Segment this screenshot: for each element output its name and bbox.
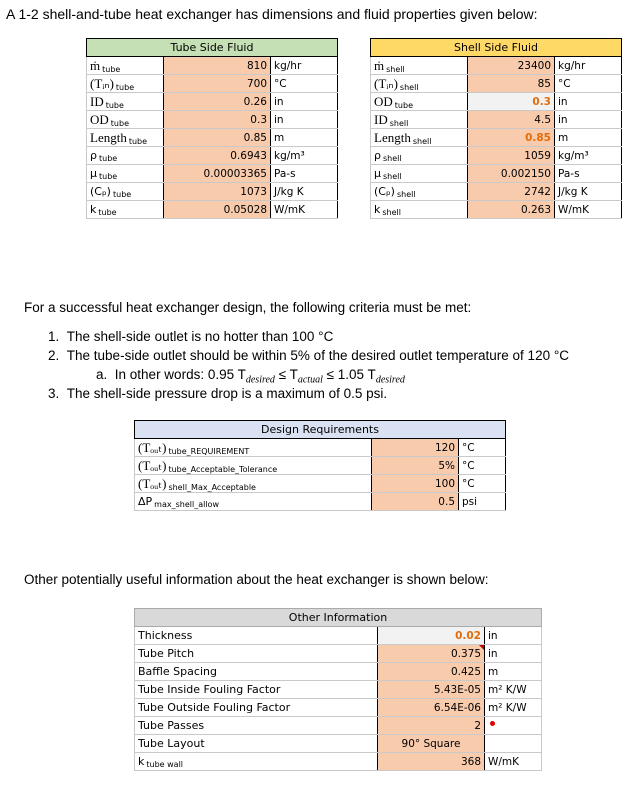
shell-value[interactable]: 1059 [468,147,555,165]
other-row [135,735,542,753]
tube-symbol [87,147,164,165]
tube-symbol-main: Length [90,129,127,145]
design-unit: °C [459,439,506,457]
design-row [135,493,506,511]
shell-symbol-sub: tube [394,100,413,110]
tube-row [87,147,338,165]
shell-symbol [371,93,468,111]
tube-symbol [87,165,164,183]
other-label [135,627,378,645]
criterion-1-text: The shell-side outlet is no hotter than 100 °C [66,329,334,344]
criterion-1 [48,329,333,344]
shell-row [371,111,622,129]
tube-row [87,183,338,201]
design-symbol [135,439,372,457]
other-label [135,681,378,699]
comment-indicator-icon[interactable] [479,645,484,650]
shell-symbol [371,201,468,219]
tube-symbol-main: OD [90,111,109,127]
shell-symbol-main: Length [374,129,411,145]
other-row [135,699,542,717]
other-unit-text: in [488,647,498,660]
design-value[interactable]: 5% [372,457,459,475]
shell-unit: kg/hr [555,57,622,75]
design-unit: °C [459,475,506,493]
criterion-2a [96,367,405,386]
design-unit: °C [459,457,506,475]
shell-symbol-sub: shell [386,64,405,74]
tube-value[interactable]: 810 [164,57,271,75]
shell-symbol [371,111,468,129]
tube-symbol-sub: tube [128,136,148,146]
other-value[interactable]: 5.43E-05 [378,681,485,699]
shell-value[interactable]: 2742 [468,183,555,201]
other-value[interactable]: 2 [378,717,485,735]
other-unit-text: m [488,665,499,678]
tube-symbol [87,75,164,93]
tube-symbol-sub: tube [115,82,135,92]
shell-symbol-main: ρ [374,148,381,162]
design-symbol-sub: shell_Max_Acceptable [168,482,256,492]
criterion-2a-mid2: ≤ 1.05 T [322,367,376,382]
tube-symbol-sub: tube [98,153,118,163]
other-unit [485,663,542,681]
tube-symbol-main: μ [90,166,97,180]
shell-value[interactable]: 4.5 [468,111,555,129]
design-symbol-main: ΔP [138,494,153,508]
other-label-text: Tube Outside Fouling Factor [138,701,291,714]
tube-value[interactable]: 0.85 [164,129,271,147]
criterion-1-num: 1. [48,329,60,344]
shell-symbol-sub: shell [382,153,402,163]
other-row [135,753,542,771]
other-unit [485,735,542,753]
tube-unit: W/mK [271,201,338,219]
tube-row [87,129,338,147]
shell-symbol-sub: shell [399,82,419,92]
tube-unit: °C [271,75,338,93]
shell-symbol [371,129,468,147]
tube-unit: kg/hr [271,57,338,75]
other-label [135,699,378,717]
shell-row [371,183,622,201]
design-symbol-sub: max_shell_allow [154,499,219,509]
shell-row [371,147,622,165]
comment-dot-icon[interactable] [490,721,495,726]
tube-symbol-sub: tube [98,207,117,217]
other-unit [485,717,542,735]
tube-value[interactable]: 1073 [164,183,271,201]
design-symbol-main: (Tₒᵤₜ) [138,457,167,473]
shell-value[interactable]: 0.002150 [468,165,555,183]
other-unit-text: in [488,629,498,642]
shell-symbol-sub: shell [389,118,409,128]
other-row [135,663,542,681]
shell-value[interactable]: 0.3 [468,93,555,111]
other-label-text: Tube Layout [138,737,205,750]
other-unit [485,627,542,645]
tube-row [87,201,338,219]
shell-side-table [370,38,622,219]
other-row [135,645,542,663]
tube-unit: in [271,111,338,129]
tube-symbol [87,111,164,129]
design-table-header: Design Requirements [135,421,506,439]
tube-symbol-sub: tube [105,100,124,110]
other-unit [485,753,542,771]
other-row [135,717,542,735]
other-unit-text: m² K/W [488,683,527,696]
criterion-2a-sub1: desired [245,374,275,386]
design-value[interactable]: 0.5 [372,493,459,511]
other-value[interactable]: 0.425 [378,663,485,681]
tube-symbol-main: k [90,202,97,216]
other-unit [485,681,542,699]
tube-symbol-main: ρ [90,148,97,162]
shell-symbol [371,75,468,93]
other-label-text: Tube Inside Fouling Factor [138,683,281,696]
tube-symbol-sub: tube [110,118,129,128]
tube-table-header: Tube Side Fluid [87,39,338,57]
design-row [135,475,506,493]
shell-row [371,129,622,147]
tube-row [87,93,338,111]
tube-symbol-main: ID [90,93,104,109]
tube-value[interactable]: 0.6943 [164,147,271,165]
other-unit-text: m² K/W [488,701,527,714]
other-label [135,645,378,663]
shell-symbol-main: ID [374,111,388,127]
shell-unit: J/kg K [555,183,622,201]
criterion-2a-sub3: desired [375,374,405,386]
shell-table-header: Shell Side Fluid [371,39,622,57]
criterion-3-text: The shell-side pressure drop is a maximum of 0.5 psi. [66,386,388,401]
other-label [135,735,378,753]
design-symbol [135,475,372,493]
shell-row [371,93,622,111]
tube-unit: in [271,93,338,111]
shell-symbol-sub: shell [396,189,416,199]
criterion-3 [48,386,387,401]
tube-row [87,57,338,75]
tube-symbol-sub: tube [102,64,121,74]
other-label-text: Tube Pitch [138,647,195,660]
tube-value[interactable]: 700 [164,75,271,93]
design-symbol-sub: tube_Acceptable_Tolerance [168,464,278,474]
shell-symbol-main: (Cₚ) [374,184,395,198]
criterion-2a-sub2: actual [297,374,323,386]
tube-value[interactable]: 0.26 [164,93,271,111]
other-label [135,717,378,735]
tube-value[interactable]: 0.00003365 [164,165,271,183]
tube-symbol [87,129,164,147]
design-symbol [135,493,372,511]
shell-symbol [371,165,468,183]
tube-unit: m [271,129,338,147]
shell-unit: °C [555,75,622,93]
shell-row [371,165,622,183]
criterion-3-num: 3. [48,386,60,401]
tube-symbol [87,57,164,75]
shell-unit: m [555,129,622,147]
design-row [135,457,506,475]
shell-unit: in [555,93,622,111]
shell-unit: W/mK [555,201,622,219]
tube-unit: Pa-s [271,165,338,183]
tube-symbol-sub: tube [112,189,132,199]
tube-symbol-main: (Tᵢₙ) [90,75,114,91]
design-symbol-sub: tube_REQUIREMENT [168,446,250,456]
shell-value[interactable]: 0.263 [468,201,555,219]
other-label [135,663,378,681]
criterion-2 [48,348,569,363]
design-requirements-table [134,420,506,511]
tube-symbol [87,93,164,111]
criterion-2-num: 2. [48,348,60,363]
shell-symbol-main: OD [374,93,393,109]
tube-value[interactable]: 0.05028 [164,201,271,219]
other-unit [485,645,542,663]
other-label-text: Tube Passes [138,719,205,732]
other-table-header: Other Information [135,609,542,627]
design-symbol [135,457,372,475]
design-row [135,439,506,457]
other-label [135,753,378,771]
shell-value[interactable]: 23400 [468,57,555,75]
tube-row [87,111,338,129]
shell-unit: kg/m³ [555,147,622,165]
other-label-text: Baffle Spacing [138,665,217,678]
other-label-text: k [138,754,145,768]
shell-symbol-main: ṁ [374,57,385,73]
shell-symbol-main: (Tᵢₙ) [374,75,398,91]
tube-unit: kg/m³ [271,147,338,165]
shell-symbol-main: μ [374,166,381,180]
other-label-sub: tube wall [146,759,184,769]
tube-unit: J/kg K [271,183,338,201]
shell-value[interactable]: 0.85 [468,129,555,147]
tube-row [87,75,338,93]
other-label-text: Thickness [138,629,193,642]
shell-row [371,75,622,93]
other-information-table [134,608,542,771]
design-value[interactable]: 100 [372,475,459,493]
tube-side-table [86,38,338,219]
shell-symbol [371,57,468,75]
other-value[interactable]: 368 [378,753,485,771]
shell-symbol [371,183,468,201]
other-unit-text: W/mK [488,755,520,768]
criterion-2-text: The tube-side outlet should be within 5% of the desired outlet temperature of 120 °C [66,348,569,363]
shell-symbol-sub: shell [412,136,432,146]
shell-symbol-sub: shell [382,207,401,217]
tube-symbol-main: (Cₚ) [90,184,111,198]
tube-symbol-sub: tube [99,171,118,181]
shell-symbol-sub: shell [383,171,402,181]
criteria-intro: For a successful heat exchanger design, the following criteria must be met: [24,300,472,315]
other-intro: Other potentially useful information about the heat exchanger is shown below: [24,572,489,587]
design-symbol-main: (Tₒᵤₜ) [138,439,167,455]
other-row [135,627,542,645]
tube-symbol [87,201,164,219]
other-row [135,681,542,699]
criterion-2a-num: a. [96,367,108,382]
other-value[interactable]: 90° Square [378,735,485,753]
design-unit: psi [459,493,506,511]
shell-unit: in [555,111,622,129]
criterion-2a-text: In other words: 0.95 T [114,367,246,382]
shell-value[interactable]: 85 [468,75,555,93]
shell-symbol [371,147,468,165]
other-value[interactable]: 6.54E-06 [378,699,485,717]
design-value[interactable]: 120 [372,439,459,457]
tube-symbol-main: ṁ [90,57,101,73]
shell-unit: Pa-s [555,165,622,183]
shell-row [371,201,622,219]
criterion-2a-mid: ≤ T [274,367,298,382]
other-value[interactable]: 0.375 [378,645,485,663]
shell-row [371,57,622,75]
shell-symbol-main: k [374,202,381,216]
tube-value[interactable]: 0.3 [164,111,271,129]
tube-row [87,165,338,183]
design-symbol-main: (Tₒᵤₜ) [138,475,167,491]
tube-symbol [87,183,164,201]
other-value[interactable]: 0.02 [378,627,485,645]
intro-text: A 1-2 shell-and-tube heat exchanger has dimensions and fluid properties given below: [6,6,538,22]
other-unit [485,699,542,717]
